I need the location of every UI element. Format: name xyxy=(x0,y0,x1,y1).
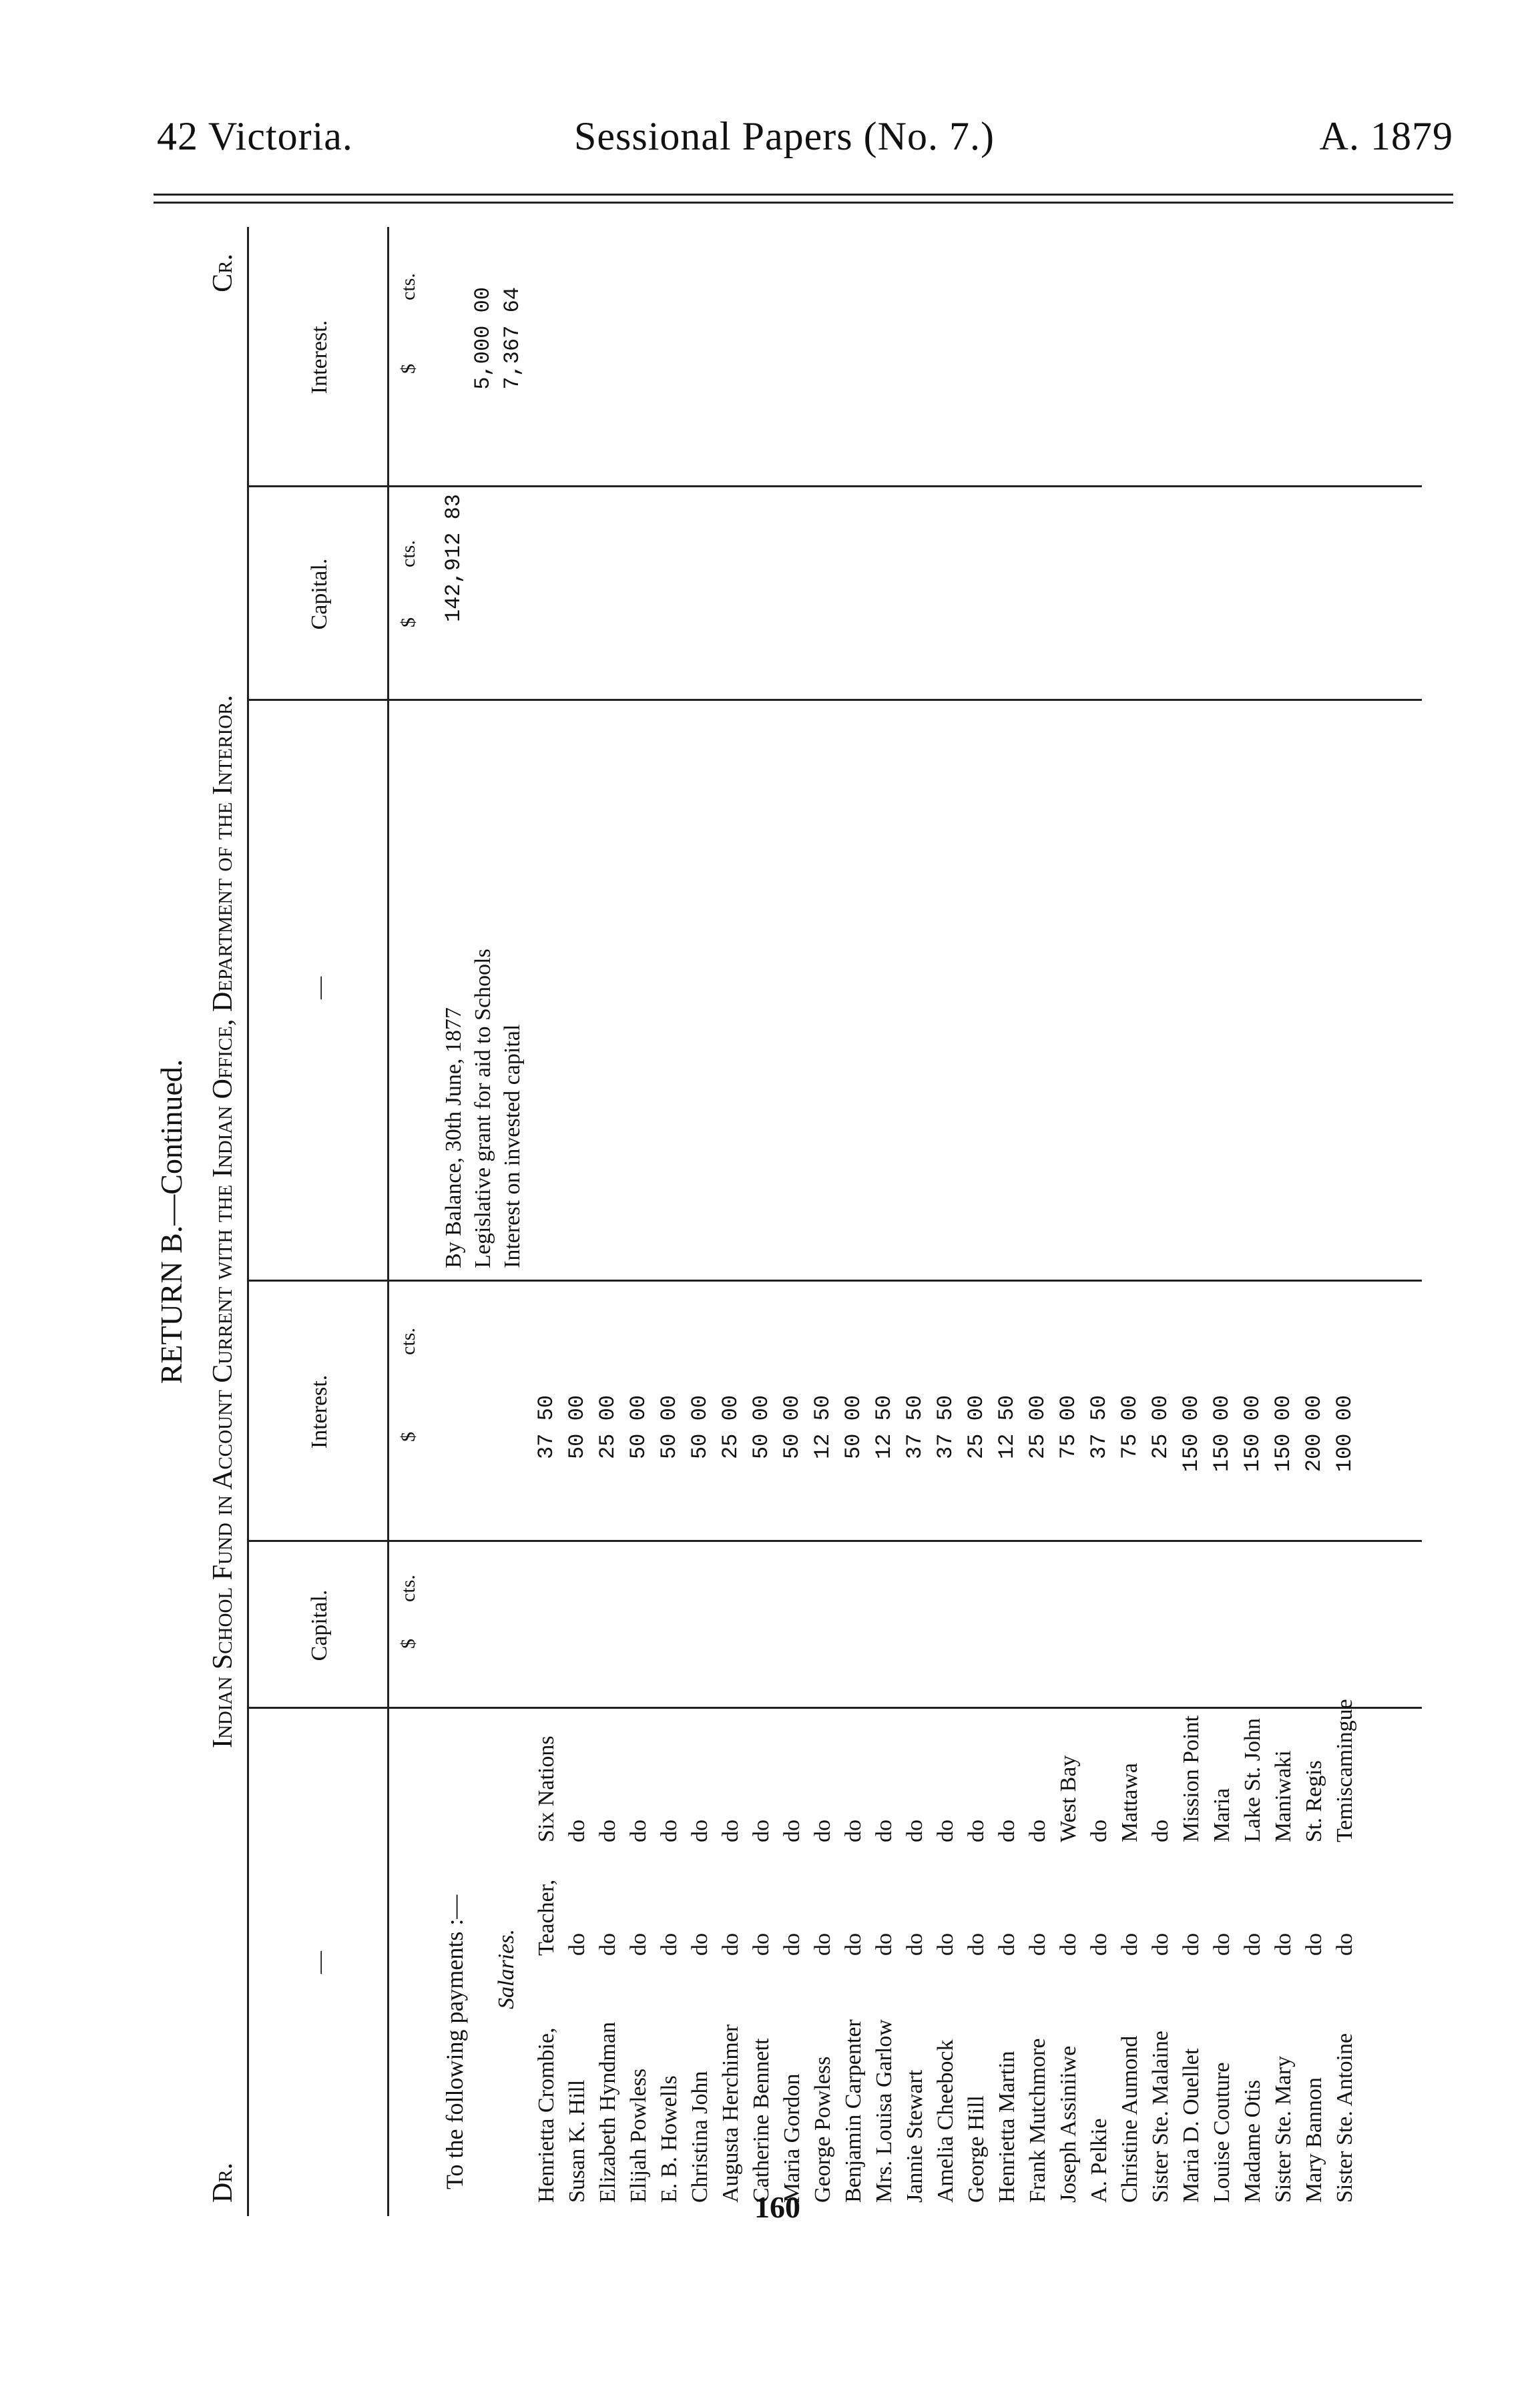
payee-place: do xyxy=(626,1820,651,1842)
payment-amount: 25 00 xyxy=(1025,1395,1050,1460)
payee-name: Henrietta Crombie, xyxy=(534,2027,559,2203)
payment-amount: 12 50 xyxy=(872,1395,896,1460)
rotated-account-table xyxy=(154,227,1475,2216)
salaries-heading: Salaries. xyxy=(494,1929,519,2009)
payment-amount: 75 00 xyxy=(1056,1395,1081,1460)
debit-interest-divider xyxy=(247,1540,1422,1542)
credit-interest-amount: 7,367 64 xyxy=(500,287,525,390)
payment-amount: 25 00 xyxy=(595,1395,620,1460)
credit-description: Legislative grant for aid to Schools xyxy=(471,949,495,1268)
payee-name: Christine Aumond xyxy=(1117,2035,1142,2203)
payment-amount: 75 00 xyxy=(1117,1395,1142,1460)
payee-place: do xyxy=(964,1820,989,1842)
payee-name: Sister Ste. Malaine xyxy=(1148,2031,1173,2203)
payee-place: do xyxy=(841,1820,866,1842)
header-year: A. 1879 xyxy=(1319,114,1453,158)
payee-role: do xyxy=(1240,1933,1265,1956)
payee-place: do xyxy=(749,1820,774,1842)
payee-name: Joseph Assiniiwe xyxy=(1056,2045,1081,2203)
payee-role: do xyxy=(1025,1933,1050,1956)
payee-place: West Bay xyxy=(1056,1755,1081,1842)
payee-role: do xyxy=(626,1933,651,1956)
payment-amount: 37 50 xyxy=(1087,1395,1111,1460)
payee-name: Amelia Cheebock xyxy=(933,2039,958,2203)
payment-amount: 37 50 xyxy=(933,1395,958,1460)
payee-name: Catherine Bennett xyxy=(749,2038,774,2203)
payee-role: do xyxy=(810,1933,835,1956)
debit-interest-cts-unit: cts. xyxy=(397,1328,419,1355)
payment-amount: 100 00 xyxy=(1332,1395,1357,1473)
payee-role: do xyxy=(718,1933,743,1956)
payee-role: do xyxy=(1271,1933,1296,1956)
payment-amount: 150 00 xyxy=(1210,1395,1234,1473)
payee-name: A. Pelkie xyxy=(1087,2118,1111,2203)
payee-place: St. Regis xyxy=(1302,1760,1326,1842)
payment-amount: 50 00 xyxy=(780,1395,804,1460)
payment-amount: 12 50 xyxy=(995,1395,1019,1460)
payment-amount: 25 00 xyxy=(964,1395,989,1460)
payee-role: Teacher, xyxy=(534,1879,559,1956)
payee-place: Mission Point xyxy=(1179,1715,1204,1842)
return-title: RETURN B.—Continued. xyxy=(154,1059,188,1384)
payment-amount: 150 00 xyxy=(1271,1395,1296,1473)
credit-description: By Balance, 30th June, 1877 xyxy=(441,1007,466,1268)
header-rule-top xyxy=(154,194,1453,196)
credit-capital-divider xyxy=(247,699,1422,701)
payee-role: do xyxy=(1210,1933,1234,1956)
payee-place: do xyxy=(872,1820,896,1842)
payee-place: do xyxy=(657,1820,682,1842)
header-session: 42 Victoria. xyxy=(157,114,353,158)
payee-role: do xyxy=(1117,1933,1142,1956)
payee-place: Maniwaki xyxy=(1271,1750,1296,1842)
payee-place: do xyxy=(1025,1820,1050,1842)
payee-name: E. B. Howells xyxy=(657,2075,682,2203)
payee-role: do xyxy=(1056,1933,1081,1956)
credit-interest-amount: 5,000 00 xyxy=(471,287,495,390)
credit-interest-dollar-unit: $ xyxy=(397,364,419,374)
payee-name: Maria D. Ouellet xyxy=(1179,2048,1204,2203)
header-rule-bottom xyxy=(154,202,1453,204)
payee-role: do xyxy=(1148,1933,1173,1956)
credit-capital-amount: 142,912 83 xyxy=(441,494,466,623)
credit-capital-dollar-unit: $ xyxy=(397,617,419,627)
payee-name: Augusta Herchimer xyxy=(718,2024,743,2203)
payee-name: Christina John xyxy=(688,2071,712,2203)
header-title: Sessional Papers (No. 7.) xyxy=(574,114,995,158)
payment-amount: 50 00 xyxy=(565,1395,589,1460)
payment-amount: 37 50 xyxy=(534,1395,559,1460)
payee-role: do xyxy=(1332,1933,1357,1956)
payee-name: Frank Mutchmore xyxy=(1025,2038,1050,2203)
payee-place: Mattawa xyxy=(1117,1763,1142,1842)
debit-interest-heading: Interest. xyxy=(307,1374,332,1449)
payee-name: Elijah Powless xyxy=(626,2068,651,2203)
payment-amount: 200 00 xyxy=(1302,1395,1326,1473)
payment-amount: 50 00 xyxy=(626,1395,651,1460)
payee-place: do xyxy=(688,1820,712,1842)
credit-dash-heading: — xyxy=(307,977,332,999)
payee-place: do xyxy=(565,1820,589,1842)
debit-dash-heading: — xyxy=(307,1951,332,1974)
payee-place: do xyxy=(810,1820,835,1842)
payee-role: do xyxy=(903,1933,927,1956)
payment-amount: 12 50 xyxy=(810,1395,835,1460)
credit-description: Interest on invested capital xyxy=(500,1024,525,1268)
payee-role: do xyxy=(1179,1933,1204,1956)
payment-amount: 50 00 xyxy=(657,1395,682,1460)
payee-role: do xyxy=(933,1933,958,1956)
payee-name: Sister Ste. Mary xyxy=(1271,2055,1296,2203)
payment-amount: 50 00 xyxy=(688,1395,712,1460)
payee-role: do xyxy=(841,1933,866,1956)
credit-label: Cr. xyxy=(208,254,238,292)
credit-capital-heading: Capital. xyxy=(307,558,332,630)
payee-role: do xyxy=(780,1933,804,1956)
payee-role: do xyxy=(657,1933,682,1956)
payee-role: do xyxy=(964,1933,989,1956)
debit-credit-divider xyxy=(247,1280,1422,1282)
payment-amount: 25 00 xyxy=(718,1395,743,1460)
payee-name: Elizabeth Hyndman xyxy=(595,2022,620,2203)
payment-amount: 150 00 xyxy=(1240,1395,1265,1473)
payee-name: Mary Bannon xyxy=(1302,2077,1326,2203)
page-number: 160 xyxy=(754,2190,800,2224)
payee-name: Susan K. Hill xyxy=(565,2079,589,2203)
payee-name: George Powless xyxy=(810,2056,835,2203)
payee-place: Lake St. John xyxy=(1240,1717,1265,1842)
payee-place: Temiscamingue xyxy=(1332,1699,1357,1842)
payee-place: do xyxy=(1148,1820,1173,1842)
payment-amount: 150 00 xyxy=(1179,1395,1204,1473)
payee-place: do xyxy=(595,1820,620,1842)
payee-place: Six Nations xyxy=(534,1736,559,1842)
payee-place: do xyxy=(903,1820,927,1842)
debit-capital-heading: Capital. xyxy=(307,1589,332,1661)
payee-role: do xyxy=(995,1933,1019,1956)
table-top-rule xyxy=(247,227,249,2216)
payment-amount: 25 00 xyxy=(1148,1395,1173,1460)
credit-interest-divider xyxy=(247,485,1422,487)
payment-amount: 50 00 xyxy=(841,1395,866,1460)
payee-place: do xyxy=(1087,1820,1111,1842)
payee-role: do xyxy=(872,1933,896,1956)
payee-role: do xyxy=(595,1933,620,1956)
payee-role: do xyxy=(565,1933,589,1956)
credit-interest-heading: Interest. xyxy=(307,320,332,394)
payee-place: do xyxy=(718,1820,743,1842)
payee-place: do xyxy=(995,1820,1019,1842)
credit-capital-cts-unit: cts. xyxy=(397,540,419,567)
payment-amount: 50 00 xyxy=(749,1395,774,1460)
payee-name: Jannie Stewart xyxy=(903,2069,927,2203)
payment-amount: 37 50 xyxy=(903,1395,927,1460)
debit-capital-cts-unit: cts. xyxy=(397,1575,419,1602)
table-head-rule xyxy=(387,227,389,2216)
payee-place: do xyxy=(780,1820,804,1842)
payee-name: Maria Gordon xyxy=(780,2073,804,2203)
payee-name: Mrs. Louisa Garlow xyxy=(872,2019,896,2203)
payee-name: Louise Couture xyxy=(1210,2062,1234,2203)
payee-name: Benjamin Carpenter xyxy=(841,2019,866,2203)
account-subtitle: Indian School Fund in Account Current with the Indian Office, Department of the Interior. xyxy=(208,695,238,1748)
payee-place: Maria xyxy=(1210,1788,1234,1842)
payee-role: do xyxy=(688,1933,712,1956)
payee-role: do xyxy=(1302,1933,1326,1956)
debit-capital-dollar-unit: $ xyxy=(397,1639,419,1649)
payee-role: do xyxy=(749,1933,774,1956)
payee-name: George Hill xyxy=(964,2095,989,2203)
debit-label: Dr. xyxy=(208,2162,238,2203)
payee-name: Sister Ste. Antoine xyxy=(1332,2033,1357,2203)
debit-lead-text: To the following payments :— xyxy=(441,1894,468,2189)
debit-interest-dollar-unit: $ xyxy=(397,1432,419,1442)
payee-place: do xyxy=(933,1820,958,1842)
payee-name: Henrietta Martin xyxy=(995,2051,1019,2203)
payee-name: Madame Otis xyxy=(1240,2079,1265,2203)
credit-interest-cts-unit: cts. xyxy=(397,273,419,300)
payee-role: do xyxy=(1087,1933,1111,1956)
